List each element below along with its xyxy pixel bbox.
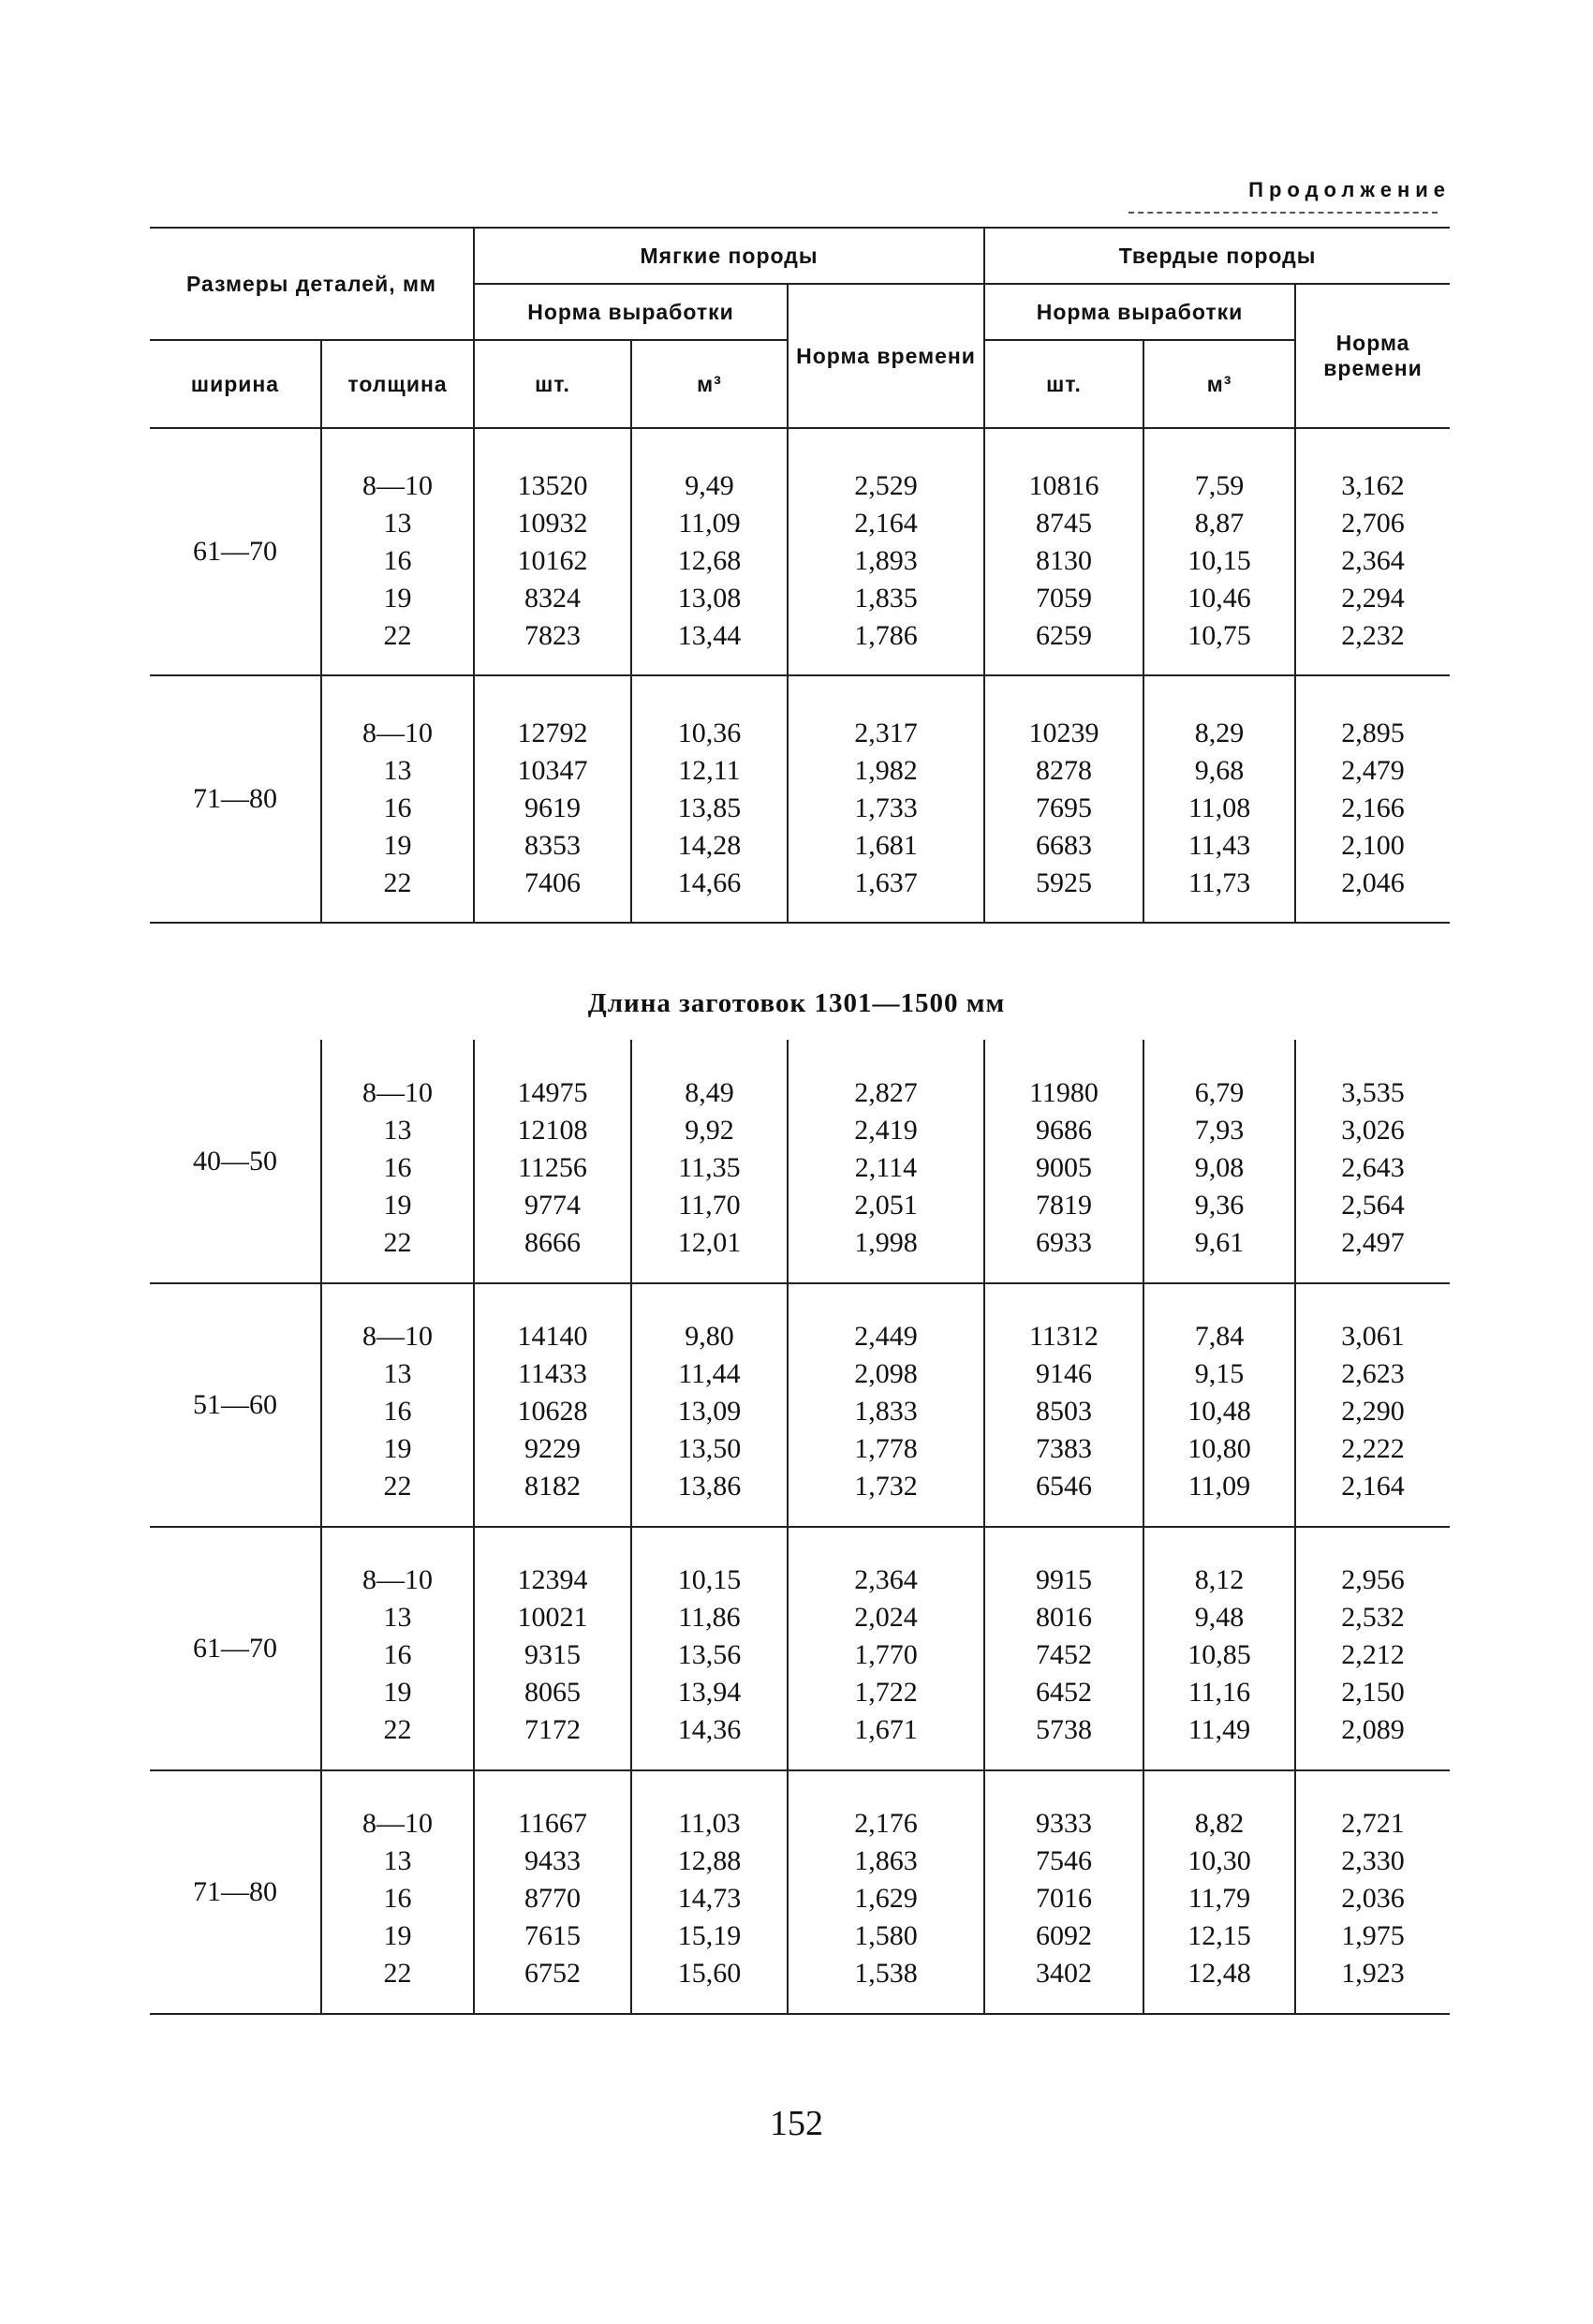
soft-pcs-cell	[474, 1770, 631, 2014]
value: 8,49	[685, 1076, 734, 1108]
value: 5738	[1036, 1714, 1092, 1745]
value: 11,73	[1187, 867, 1251, 898]
value: 13,56	[677, 1639, 742, 1670]
value: 12108	[517, 1114, 588, 1146]
value: 6752	[524, 1958, 581, 1989]
soft-pcs-cell	[474, 675, 631, 923]
value: 2,164	[1341, 1471, 1405, 1502]
value: 6546	[1036, 1471, 1092, 1502]
value: 9619	[524, 792, 581, 823]
soft-time-norm-cell	[788, 1283, 984, 1527]
hard-m3-cell	[1143, 1040, 1295, 1283]
value: 9229	[524, 1433, 581, 1464]
value: 14,36	[677, 1714, 742, 1745]
table-row	[150, 428, 1450, 675]
table-row	[150, 1040, 1450, 1283]
value: 7,84	[1194, 1321, 1245, 1352]
value: 16	[383, 1396, 412, 1427]
value: 13,85	[677, 792, 742, 823]
value: 14,28	[677, 830, 742, 861]
value: 2,529	[854, 470, 918, 501]
value: 13,09	[677, 1396, 742, 1427]
value: 1,923	[1341, 1958, 1405, 1989]
value: 11,35	[678, 1151, 741, 1183]
value: 11,16	[1187, 1677, 1251, 1708]
value: 11433	[518, 1358, 587, 1389]
value: 19	[383, 1433, 412, 1464]
header-sizes: Размеры деталей, мм	[150, 228, 474, 340]
value: 3,162	[1341, 470, 1405, 501]
soft-m3-cell	[631, 675, 788, 923]
hard-pcs-cell	[984, 1770, 1143, 2014]
value: 11667	[518, 1808, 587, 1839]
value: 13	[383, 508, 412, 539]
soft-pcs-cell	[474, 1040, 631, 1283]
value: 1,982	[854, 755, 918, 786]
value: 2,364	[1341, 545, 1405, 576]
thickness-cell	[321, 1770, 474, 2014]
value: 12,48	[1187, 1958, 1251, 1989]
value: 7,59	[1194, 470, 1245, 501]
value: 8—10	[362, 1564, 433, 1595]
value: 11,86	[678, 1602, 741, 1633]
hard-time-norm-cell	[1295, 1040, 1450, 1283]
value: 19	[383, 1189, 412, 1221]
value: 11,44	[678, 1358, 741, 1389]
value: 13,44	[677, 620, 742, 651]
value: 2,290	[1341, 1396, 1405, 1427]
value: 1,681	[854, 830, 918, 861]
value: 9,68	[1194, 755, 1245, 786]
value: 13520	[517, 470, 588, 501]
value: 11,03	[678, 1808, 741, 1839]
table-row	[150, 1283, 1450, 1527]
value: 11312	[1029, 1321, 1099, 1352]
header-m3-soft: м³	[631, 340, 788, 428]
value: 2,166	[1341, 792, 1405, 823]
header-hard: Твердые породы	[984, 228, 1450, 284]
value: 14975	[517, 1076, 588, 1108]
table-row	[150, 675, 1450, 923]
hard-pcs-cell	[984, 1283, 1143, 1527]
value: 3,535	[1341, 1076, 1405, 1108]
value: 11,49	[1187, 1714, 1251, 1745]
value: 10,80	[1187, 1433, 1251, 1464]
soft-m3-cell	[631, 428, 788, 675]
value: 2,294	[1341, 583, 1405, 614]
value: 2,497	[1341, 1226, 1405, 1258]
value: 2,479	[1341, 755, 1405, 786]
value: 6092	[1036, 1920, 1092, 1951]
value: 2,100	[1341, 830, 1405, 861]
value: 9686	[1036, 1114, 1092, 1146]
value: 7695	[1036, 792, 1093, 823]
value: 2,721	[1341, 1808, 1405, 1839]
value: 15,19	[677, 1920, 742, 1951]
value: 13	[383, 1358, 412, 1389]
width-cell: 61—70	[193, 536, 277, 567]
value: 2,046	[1341, 867, 1405, 898]
hard-m3-cell	[1143, 1770, 1295, 2014]
value: 9005	[1036, 1151, 1092, 1183]
width-cell: 61—70	[193, 1633, 277, 1664]
hard-time-norm-cell	[1295, 1283, 1450, 1527]
value: 11256	[518, 1151, 587, 1183]
value: 2,212	[1341, 1639, 1405, 1670]
value: 8353	[524, 830, 581, 861]
value: 7819	[1036, 1189, 1092, 1221]
soft-time-norm-cell	[788, 428, 984, 675]
value: 14140	[517, 1321, 588, 1352]
value: 2,051	[854, 1189, 918, 1221]
value: 8—10	[362, 1808, 433, 1839]
table-row	[150, 1770, 1450, 2014]
value: 2,956	[1341, 1564, 1405, 1595]
value: 2,222	[1341, 1433, 1405, 1464]
value: 1,770	[854, 1639, 918, 1670]
value: 2,364	[854, 1564, 918, 1595]
value: 1,671	[854, 1714, 918, 1745]
value: 9774	[524, 1189, 581, 1221]
value: 7383	[1036, 1433, 1092, 1464]
value: 1,732	[854, 1471, 918, 1502]
soft-m3-cell	[631, 1283, 788, 1527]
value: 12,11	[678, 755, 741, 786]
thickness-cell	[321, 1283, 474, 1527]
value: 12,88	[677, 1845, 742, 1876]
value: 8—10	[362, 470, 433, 501]
value: 12394	[517, 1564, 588, 1595]
value: 8,87	[1194, 508, 1245, 539]
header-time-norm-soft: Норма времени	[788, 284, 984, 428]
value: 2,623	[1341, 1358, 1405, 1389]
value: 13,50	[677, 1433, 742, 1464]
value: 2,317	[854, 718, 918, 748]
value: 11,79	[1187, 1883, 1251, 1914]
value: 12,01	[677, 1226, 742, 1258]
norms-table-bottom	[150, 1040, 1450, 2015]
header-time-norm-hard: Норма времени	[1295, 284, 1450, 428]
value: 2,098	[854, 1358, 918, 1389]
value: 16	[383, 1883, 412, 1914]
value: 9,15	[1194, 1358, 1245, 1389]
value: 5925	[1036, 867, 1093, 898]
value: 1,629	[854, 1883, 918, 1914]
value: 7059	[1036, 583, 1093, 614]
header-pcs-soft: шт.	[474, 340, 631, 428]
value: 6933	[1036, 1226, 1092, 1258]
value: 9,08	[1194, 1151, 1245, 1183]
value: 6683	[1036, 830, 1093, 861]
value: 7016	[1036, 1883, 1092, 1914]
value: 7546	[1036, 1845, 1092, 1876]
value: 8503	[1036, 1396, 1092, 1427]
value: 2,895	[1341, 718, 1405, 748]
value: 2,643	[1341, 1151, 1405, 1183]
value: 10816	[1028, 470, 1099, 501]
value: 11,09	[1187, 1471, 1251, 1502]
value: 12792	[517, 718, 588, 748]
value: 11,43	[1187, 830, 1251, 861]
value: 6452	[1036, 1677, 1092, 1708]
value: 15,60	[677, 1958, 742, 1989]
value: 19	[383, 583, 412, 614]
value: 2,330	[1341, 1845, 1405, 1876]
value: 2,036	[1341, 1883, 1405, 1914]
hard-m3-cell	[1143, 1527, 1295, 1770]
value: 7823	[524, 620, 581, 651]
hard-pcs-cell	[984, 428, 1143, 675]
value: 22	[383, 867, 412, 898]
value: 2,150	[1341, 1677, 1405, 1708]
value: 9,92	[685, 1114, 734, 1146]
value: 2,089	[1341, 1714, 1405, 1745]
soft-m3-cell	[631, 1527, 788, 1770]
value: 3,061	[1341, 1321, 1405, 1352]
value: 13,08	[677, 583, 742, 614]
value: 3402	[1036, 1958, 1092, 1989]
hard-time-norm-cell	[1295, 428, 1450, 675]
value: 9433	[524, 1845, 581, 1876]
value: 9315	[524, 1639, 581, 1670]
width-cell: 71—80	[193, 783, 277, 814]
value: 2,232	[1341, 620, 1405, 651]
continuation-label: Продолжение	[1248, 178, 1451, 201]
hard-pcs-cell	[984, 1527, 1143, 1770]
value: 10347	[517, 755, 588, 786]
header-thickness: толщина	[321, 340, 474, 428]
value: 3,026	[1341, 1114, 1405, 1146]
soft-time-norm-cell	[788, 1040, 984, 1283]
thickness-cell	[321, 428, 474, 675]
value: 7172	[524, 1714, 581, 1745]
value: 2,827	[854, 1076, 918, 1108]
value: 8—10	[362, 718, 433, 748]
thickness-cell	[321, 675, 474, 923]
value: 1,833	[854, 1396, 918, 1427]
value: 6259	[1036, 620, 1093, 651]
value: 10,15	[1187, 545, 1251, 576]
value: 13,94	[677, 1677, 742, 1708]
header-output-norm-soft: Норма выработки	[474, 284, 788, 340]
value: 10239	[1028, 718, 1099, 748]
value: 11,09	[678, 508, 741, 539]
value: 19	[383, 1920, 412, 1951]
header-width: ширина	[190, 371, 280, 396]
hard-time-norm-cell	[1295, 675, 1450, 923]
value: 10628	[517, 1396, 588, 1427]
value: 2,532	[1341, 1602, 1405, 1633]
value: 14,73	[677, 1883, 742, 1914]
value: 8182	[524, 1471, 581, 1502]
value: 9915	[1036, 1564, 1092, 1595]
soft-time-norm-cell	[788, 675, 984, 923]
value: 10,15	[677, 1564, 742, 1595]
value: 13	[383, 755, 412, 786]
value: 7,93	[1194, 1114, 1245, 1146]
value: 10932	[517, 508, 588, 539]
continuation-rule	[1128, 212, 1438, 214]
value: 8065	[524, 1677, 581, 1708]
value: 1,538	[854, 1958, 918, 1989]
value: 22	[383, 620, 412, 651]
value: 9,36	[1194, 1189, 1245, 1221]
value: 1,722	[854, 1677, 918, 1708]
value: 9,48	[1194, 1602, 1245, 1633]
value: 2,024	[854, 1602, 918, 1633]
section-title: Длина заготовок 1301—1500 мм	[587, 988, 1006, 1018]
value: 10,46	[1187, 583, 1251, 614]
soft-time-norm-cell	[788, 1770, 984, 2014]
header-soft: Мягкие породы	[474, 228, 984, 284]
value: 14,66	[677, 867, 742, 898]
value: 7452	[1036, 1639, 1092, 1670]
thickness-cell	[321, 1040, 474, 1283]
value: 22	[383, 1958, 412, 1989]
soft-pcs-cell	[474, 428, 631, 675]
value: 2,114	[854, 1151, 918, 1183]
value: 1,580	[854, 1920, 918, 1951]
value: 19	[383, 1677, 412, 1708]
value: 1,733	[854, 792, 918, 823]
value: 22	[383, 1471, 412, 1502]
value: 1,893	[854, 545, 918, 576]
value: 8,12	[1194, 1564, 1245, 1595]
hard-time-norm-cell	[1295, 1770, 1450, 2014]
value: 1,778	[854, 1433, 918, 1464]
value: 9333	[1036, 1808, 1092, 1839]
value: 2,706	[1341, 508, 1405, 539]
value: 9,49	[685, 470, 734, 501]
value: 19	[383, 830, 412, 861]
thickness-cell	[321, 1527, 474, 1770]
header-pcs-hard: шт.	[984, 340, 1143, 428]
value: 9146	[1036, 1358, 1092, 1389]
value: 6,79	[1194, 1076, 1245, 1108]
value: 8745	[1036, 508, 1093, 539]
value: 11980	[1029, 1076, 1099, 1108]
value: 10162	[517, 545, 588, 576]
value: 13	[383, 1114, 412, 1146]
value: 22	[383, 1714, 412, 1745]
value: 2,564	[1341, 1189, 1405, 1221]
value: 10021	[517, 1602, 588, 1633]
value: 8,29	[1194, 718, 1245, 748]
page-number: 152	[770, 2104, 823, 2143]
header-m3-hard: м³	[1143, 340, 1295, 428]
value: 8770	[524, 1883, 581, 1914]
value: 1,863	[854, 1845, 918, 1876]
value: 10,30	[1187, 1845, 1251, 1876]
value: 16	[383, 545, 412, 576]
hard-m3-cell	[1143, 675, 1295, 923]
value: 11,08	[1187, 792, 1251, 823]
value: 16	[383, 1639, 412, 1670]
value: 1,975	[1341, 1920, 1405, 1951]
value: 8,82	[1194, 1808, 1245, 1839]
value: 13	[383, 1602, 412, 1633]
value: 10,85	[1187, 1639, 1251, 1670]
value: 10,48	[1187, 1396, 1251, 1427]
hard-pcs-cell	[984, 675, 1143, 923]
soft-m3-cell	[631, 1040, 788, 1283]
value: 1,835	[854, 583, 918, 614]
norms-table-top	[150, 227, 1450, 924]
value: 13	[383, 1845, 412, 1876]
value: 12,68	[677, 545, 742, 576]
value: 12,15	[1187, 1920, 1251, 1951]
value: 16	[383, 792, 412, 823]
value: 22	[383, 1226, 412, 1258]
value: 1,786	[854, 620, 918, 651]
value: 7615	[524, 1920, 581, 1951]
hard-time-norm-cell	[1295, 1527, 1450, 1770]
value: 8—10	[362, 1076, 433, 1108]
soft-time-norm-cell	[788, 1527, 984, 1770]
value: 8278	[1036, 755, 1093, 786]
value: 10,36	[677, 718, 742, 748]
width-cell: 71—80	[193, 1876, 277, 1907]
value: 8—10	[362, 1321, 433, 1352]
width-cell: 40—50	[193, 1145, 277, 1177]
value: 16	[383, 1151, 412, 1183]
value: 2,176	[854, 1808, 918, 1839]
value: 2,164	[854, 508, 918, 539]
header-output-norm-hard: Норма выработки	[984, 284, 1295, 340]
value: 8666	[524, 1226, 581, 1258]
value: 13,86	[677, 1471, 742, 1502]
width-cell: 51—60	[193, 1389, 277, 1420]
value: 8324	[524, 583, 581, 614]
soft-pcs-cell	[474, 1283, 631, 1527]
value: 8130	[1036, 545, 1093, 576]
value: 9,61	[1194, 1226, 1245, 1258]
table-header	[150, 228, 1450, 428]
hard-pcs-cell	[984, 1040, 1143, 1283]
hard-m3-cell	[1143, 1283, 1295, 1527]
value: 1,998	[854, 1226, 918, 1258]
value: 1,637	[854, 867, 918, 898]
value: 2,419	[854, 1114, 918, 1146]
value: 11,70	[678, 1189, 741, 1221]
hard-m3-cell	[1143, 428, 1295, 675]
soft-pcs-cell	[474, 1527, 631, 1770]
value: 10,75	[1187, 620, 1251, 651]
soft-m3-cell	[631, 1770, 788, 2014]
value: 8016	[1036, 1602, 1092, 1633]
value: 9,80	[685, 1321, 734, 1352]
table-row	[150, 1527, 1450, 1770]
value: 7406	[524, 867, 581, 898]
value: 2,449	[854, 1321, 918, 1352]
